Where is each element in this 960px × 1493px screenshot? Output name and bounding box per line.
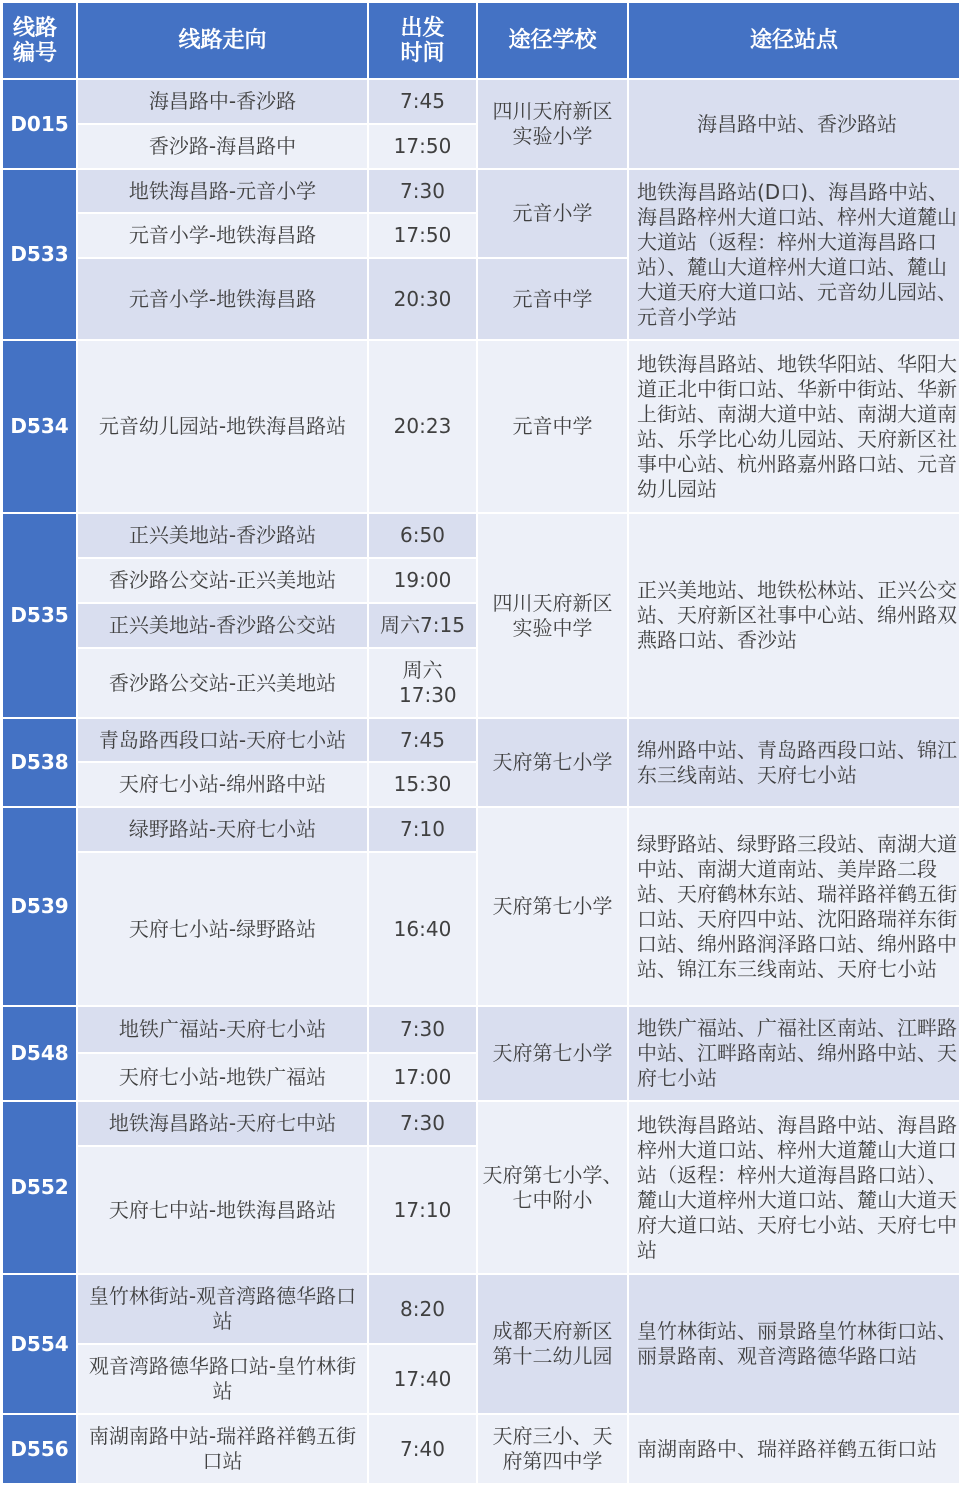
departure-time: 17:50 (368, 124, 477, 169)
route-id: D556 (2, 1414, 77, 1484)
departure-time: 17:10 (368, 1146, 477, 1274)
departure-time: 7:30 (368, 1101, 477, 1146)
header-stops: 途径站点 (628, 2, 960, 79)
route-direction: 天府七小站-绵州路中站 (77, 762, 368, 807)
route-direction: 元音小学-地铁海昌路 (77, 258, 368, 340)
route-direction: 天府七中站-地铁海昌路站 (77, 1146, 368, 1274)
school: 元音小学 (477, 169, 628, 258)
header-direction: 线路走向 (77, 2, 368, 79)
school: 元音中学 (477, 340, 628, 513)
departure-time: 20:30 (368, 258, 477, 340)
bus-routes-table (1, 1, 960, 1485)
departure-time: 7:10 (368, 807, 477, 852)
departure-time: 7:45 (368, 718, 477, 762)
table-row (2, 79, 960, 124)
route-direction: 地铁海昌路-元音小学 (77, 169, 368, 213)
stops: 皇竹林街站、丽景路皇竹林街口站、丽景路南、观音湾路德华路口站 (628, 1274, 960, 1414)
header-route-id: 线路 编号 (2, 2, 77, 79)
table-row (2, 169, 960, 213)
school: 天府第七小学 (477, 807, 628, 1006)
route-direction: 元音幼儿园站-地铁海昌路站 (77, 340, 368, 513)
route-id: D535 (2, 513, 77, 718)
stops: 绵州路中站、青岛路西段口站、锦江东三线南站、天府七小站 (628, 718, 960, 807)
route-direction: 青岛路西段口站-天府七小站 (77, 718, 368, 762)
departure-time: 周六 17:30 (368, 648, 477, 718)
stops: 地铁海昌路站(D口)、海昌路中站、海昌路梓州大道口站、梓州大道麓山大道站（返程：梓州大道海昌路口站）、麓山大道梓州大道口站、麓山大道天府大道口站、元音幼儿园站、元音小学站 (628, 169, 960, 340)
departure-time: 19:00 (368, 558, 477, 603)
route-id: D015 (2, 79, 77, 169)
departure-time: 17:00 (368, 1053, 477, 1101)
departure-time: 7:45 (368, 79, 477, 124)
route-direction: 正兴美地站-香沙路公交站 (77, 603, 368, 648)
departure-time: 周六7:15 (368, 603, 477, 648)
stops: 南湖南路中、瑞祥路祥鹤五街口站 (628, 1414, 960, 1484)
stops: 地铁海昌路站、海昌路中站、海昌路梓州大道口站、梓州大道麓山大道口站（返程：梓州大道海昌路口站）、麓山大道梓州大道口站、麓山大道天府大道口站、天府七小站、天府七中站 (628, 1101, 960, 1274)
route-direction: 地铁海昌路站-天府七中站 (77, 1101, 368, 1146)
school: 天府三小、天府第四中学 (477, 1414, 628, 1484)
school: 天府第七小学 (477, 718, 628, 807)
stops: 地铁广福站、广福社区南站、江畔路中站、江畔路南站、绵州路中站、天府七小站 (628, 1006, 960, 1101)
departure-time: 20:23 (368, 340, 477, 513)
school: 四川天府新区实验小学 (477, 79, 628, 169)
route-direction: 绿野路站-天府七小站 (77, 807, 368, 852)
route-direction: 正兴美地站-香沙路站 (77, 513, 368, 558)
departure-time: 7:30 (368, 1006, 477, 1053)
table-row (2, 340, 960, 513)
route-id: D552 (2, 1101, 77, 1274)
table-row (2, 718, 960, 762)
stops: 海昌路中站、香沙路站 (628, 79, 960, 169)
stops: 地铁海昌路站、地铁华阳站、华阳大道正北中街口站、华新中街站、华新上街站、南湖大道中站、南湖大道南站、乐学比心幼儿园站、天府新区社事中心站、杭州路嘉州路口站、元音幼儿园站 (628, 340, 960, 513)
route-id: D548 (2, 1006, 77, 1101)
route-direction: 南湖南路中站-瑞祥路祥鹤五街口站 (77, 1414, 368, 1484)
route-direction: 海昌路中-香沙路 (77, 79, 368, 124)
stops: 正兴美地站、地铁松林站、正兴公交站、天府新区社事中心站、绵州路双燕路口站、香沙站 (628, 513, 960, 718)
route-id: D533 (2, 169, 77, 340)
table-row (2, 1101, 960, 1146)
header-school: 途径学校 (477, 2, 628, 79)
route-direction: 香沙路公交站-正兴美地站 (77, 558, 368, 603)
route-direction: 皇竹林街站-观音湾路德华路口站 (77, 1274, 368, 1344)
route-id: D538 (2, 718, 77, 807)
school: 天府第七小学、七中附小 (477, 1101, 628, 1274)
departure-time: 15:30 (368, 762, 477, 807)
school: 天府第七小学 (477, 1006, 628, 1101)
table-row (2, 513, 960, 558)
route-id: D554 (2, 1274, 77, 1414)
route-id: D539 (2, 807, 77, 1006)
route-direction: 香沙路-海昌路中 (77, 124, 368, 169)
departure-time: 8:20 (368, 1274, 477, 1344)
route-id: D534 (2, 340, 77, 513)
departure-time: 6:50 (368, 513, 477, 558)
table-row (2, 1274, 960, 1344)
route-direction: 天府七小站-地铁广福站 (77, 1053, 368, 1101)
table-row (2, 1006, 960, 1053)
route-direction: 地铁广福站-天府七小站 (77, 1006, 368, 1053)
departure-time: 7:30 (368, 169, 477, 213)
school: 成都天府新区第十二幼儿园 (477, 1274, 628, 1414)
stops: 绿野路站、绿野路三段站、南湖大道中站、南湖大道南站、美岸路二段站、天府鹤林东站、瑞祥路祥鹤五街口站、天府四中站、沈阳路瑞祥东街口站、绵州路润泽路口站、绵州路中站、锦江东三线南站、天府七小站 (628, 807, 960, 1006)
school: 四川天府新区实验中学 (477, 513, 628, 718)
table-row (2, 807, 960, 852)
table-row (2, 1414, 960, 1484)
departure-time: 17:50 (368, 213, 477, 258)
route-direction: 香沙路公交站-正兴美地站 (77, 648, 368, 718)
table-header-row (2, 2, 960, 79)
school: 元音中学 (477, 258, 628, 340)
route-direction: 元音小学-地铁海昌路 (77, 213, 368, 258)
route-direction: 天府七小站-绿野路站 (77, 852, 368, 1006)
departure-time: 17:40 (368, 1344, 477, 1414)
header-time: 出发 时间 (368, 2, 477, 79)
departure-time: 7:40 (368, 1414, 477, 1484)
route-direction: 观音湾路德华路口站-皇竹林街站 (77, 1344, 368, 1414)
departure-time: 16:40 (368, 852, 477, 1006)
